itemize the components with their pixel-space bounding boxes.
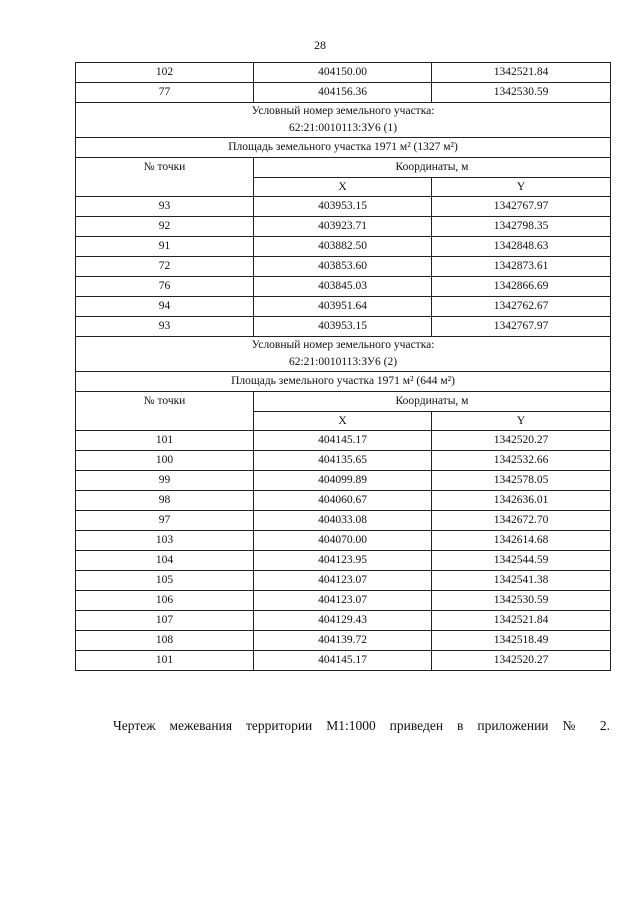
table-row xyxy=(76,611,611,631)
table-row xyxy=(76,511,611,531)
area-row xyxy=(76,138,611,158)
parcel-number: 62:21:0010113:ЗУ6 (2) xyxy=(76,354,611,372)
point-number-cell: 103 xyxy=(76,531,254,551)
table-row xyxy=(76,551,611,571)
y-coordinate-cell: 1342578.05 xyxy=(432,471,611,491)
y-coordinate-cell: 1342532.66 xyxy=(432,451,611,471)
table-row xyxy=(76,297,611,317)
table-row xyxy=(76,591,611,611)
table-row xyxy=(76,491,611,511)
y-coordinate-cell: 1342762.67 xyxy=(432,297,611,317)
point-number-cell: 100 xyxy=(76,451,254,471)
point-number-cell: 101 xyxy=(76,651,254,671)
coordinates-column-header: Координаты, м xyxy=(254,158,611,178)
coordinates-column-header: Координаты, м xyxy=(254,392,611,412)
y-column-header: Y xyxy=(432,178,611,197)
point-number-cell: 104 xyxy=(76,551,254,571)
table-row xyxy=(76,217,611,237)
page-number: 28 xyxy=(314,38,326,52)
y-coordinate-cell: 1342866.69 xyxy=(432,277,611,297)
point-number-cell: 107 xyxy=(76,611,254,631)
point-number-cell: 98 xyxy=(76,491,254,511)
point-number-cell: 76 xyxy=(76,277,254,297)
x-coordinate-cell: 404070.00 xyxy=(254,531,432,551)
table-row xyxy=(76,277,611,297)
section-label-row xyxy=(76,103,611,121)
x-coordinate-cell: 404135.65 xyxy=(254,451,432,471)
x-coordinate-cell: 404129.43 xyxy=(254,611,432,631)
y-coordinate-cell: 1342518.49 xyxy=(432,631,611,651)
table-row xyxy=(76,83,611,103)
point-number-cell: 106 xyxy=(76,591,254,611)
y-coordinate-cell: 1342520.27 xyxy=(432,431,611,451)
x-coordinate-cell: 404123.07 xyxy=(254,591,432,611)
x-coordinate-cell: 403953.15 xyxy=(254,317,432,337)
point-column-header: № точки xyxy=(76,158,254,197)
coordinates-table xyxy=(75,62,611,671)
y-coordinate-cell: 1342521.84 xyxy=(432,63,611,83)
y-column-header: Y xyxy=(432,412,611,431)
y-coordinate-cell: 1342530.59 xyxy=(432,591,611,611)
y-coordinate-cell: 1342530.59 xyxy=(432,83,611,103)
table-row xyxy=(76,651,611,671)
x-coordinate-cell: 404060.67 xyxy=(254,491,432,511)
y-coordinate-cell: 1342541.38 xyxy=(432,571,611,591)
y-coordinate-cell: 1342614.68 xyxy=(432,531,611,551)
y-coordinate-cell: 1342767.97 xyxy=(432,317,611,337)
point-number-cell: 72 xyxy=(76,257,254,277)
point-number-cell: 108 xyxy=(76,631,254,651)
point-number-cell: 101 xyxy=(76,431,254,451)
point-number-cell: 91 xyxy=(76,237,254,257)
x-coordinate-cell: 403953.15 xyxy=(254,197,432,217)
point-number-cell: 93 xyxy=(76,197,254,217)
y-coordinate-cell: 1342636.01 xyxy=(432,491,611,511)
point-number-cell: 92 xyxy=(76,217,254,237)
x-coordinate-cell: 404145.17 xyxy=(254,651,432,671)
area-row xyxy=(76,372,611,392)
point-number-cell: 94 xyxy=(76,297,254,317)
x-coordinate-cell: 403882.50 xyxy=(254,237,432,257)
x-coordinate-cell: 403853.60 xyxy=(254,257,432,277)
y-coordinate-cell: 1342672.70 xyxy=(432,511,611,531)
table-row xyxy=(76,631,611,651)
x-coordinate-cell: 404145.17 xyxy=(254,431,432,451)
parcel-area: Площадь земельного участка 1971 м² (644 м²) xyxy=(76,372,611,392)
header-row xyxy=(76,392,611,412)
table-row xyxy=(76,451,611,471)
section-label: Условный номер земельного участка: xyxy=(76,103,611,121)
table-row xyxy=(76,317,611,337)
point-number-cell: 77 xyxy=(76,83,254,103)
table-row xyxy=(76,431,611,451)
point-number-cell: 105 xyxy=(76,571,254,591)
section-label: Условный номер земельного участка: xyxy=(76,337,611,355)
y-coordinate-cell: 1342544.59 xyxy=(432,551,611,571)
point-number-cell: 97 xyxy=(76,511,254,531)
x-coordinate-cell: 403951.64 xyxy=(254,297,432,317)
x-coordinate-cell: 403923.71 xyxy=(254,217,432,237)
x-coordinate-cell: 404123.95 xyxy=(254,551,432,571)
x-coordinate-cell: 404123.07 xyxy=(254,571,432,591)
y-coordinate-cell: 1342767.97 xyxy=(432,197,611,217)
point-number-cell: 99 xyxy=(76,471,254,491)
x-coordinate-cell: 403845.03 xyxy=(254,277,432,297)
section-number-row xyxy=(76,354,611,372)
point-column-header: № точки xyxy=(76,392,254,431)
y-coordinate-cell: 1342521.84 xyxy=(432,611,611,631)
header-row xyxy=(76,158,611,178)
y-coordinate-cell: 1342873.61 xyxy=(432,257,611,277)
footer-text: Чертеж межевания территории М1:1000 приведен в приложении № 2. xyxy=(113,718,610,733)
x-coordinate-cell: 404099.89 xyxy=(254,471,432,491)
table-row xyxy=(76,237,611,257)
x-coordinate-cell: 404150.00 xyxy=(254,63,432,83)
x-coordinate-cell: 404139.72 xyxy=(254,631,432,651)
parcel-area: Площадь земельного участка 1971 м² (1327 м²) xyxy=(76,138,611,158)
x-column-header: X xyxy=(254,412,432,431)
x-column-header: X xyxy=(254,178,432,197)
point-number-cell: 93 xyxy=(76,317,254,337)
table-row xyxy=(76,257,611,277)
point-number-cell: 102 xyxy=(76,63,254,83)
table-row xyxy=(76,531,611,551)
table-row xyxy=(76,63,611,83)
y-coordinate-cell: 1342848.63 xyxy=(432,237,611,257)
table-row xyxy=(76,197,611,217)
parcel-number: 62:21:0010113:ЗУ6 (1) xyxy=(76,120,611,138)
y-coordinate-cell: 1342520.27 xyxy=(432,651,611,671)
x-coordinate-cell: 404033.08 xyxy=(254,511,432,531)
y-coordinate-cell: 1342798.35 xyxy=(432,217,611,237)
section-label-row xyxy=(76,337,611,355)
table-row xyxy=(76,471,611,491)
x-coordinate-cell: 404156.36 xyxy=(254,83,432,103)
section-number-row xyxy=(76,120,611,138)
table-row xyxy=(76,571,611,591)
